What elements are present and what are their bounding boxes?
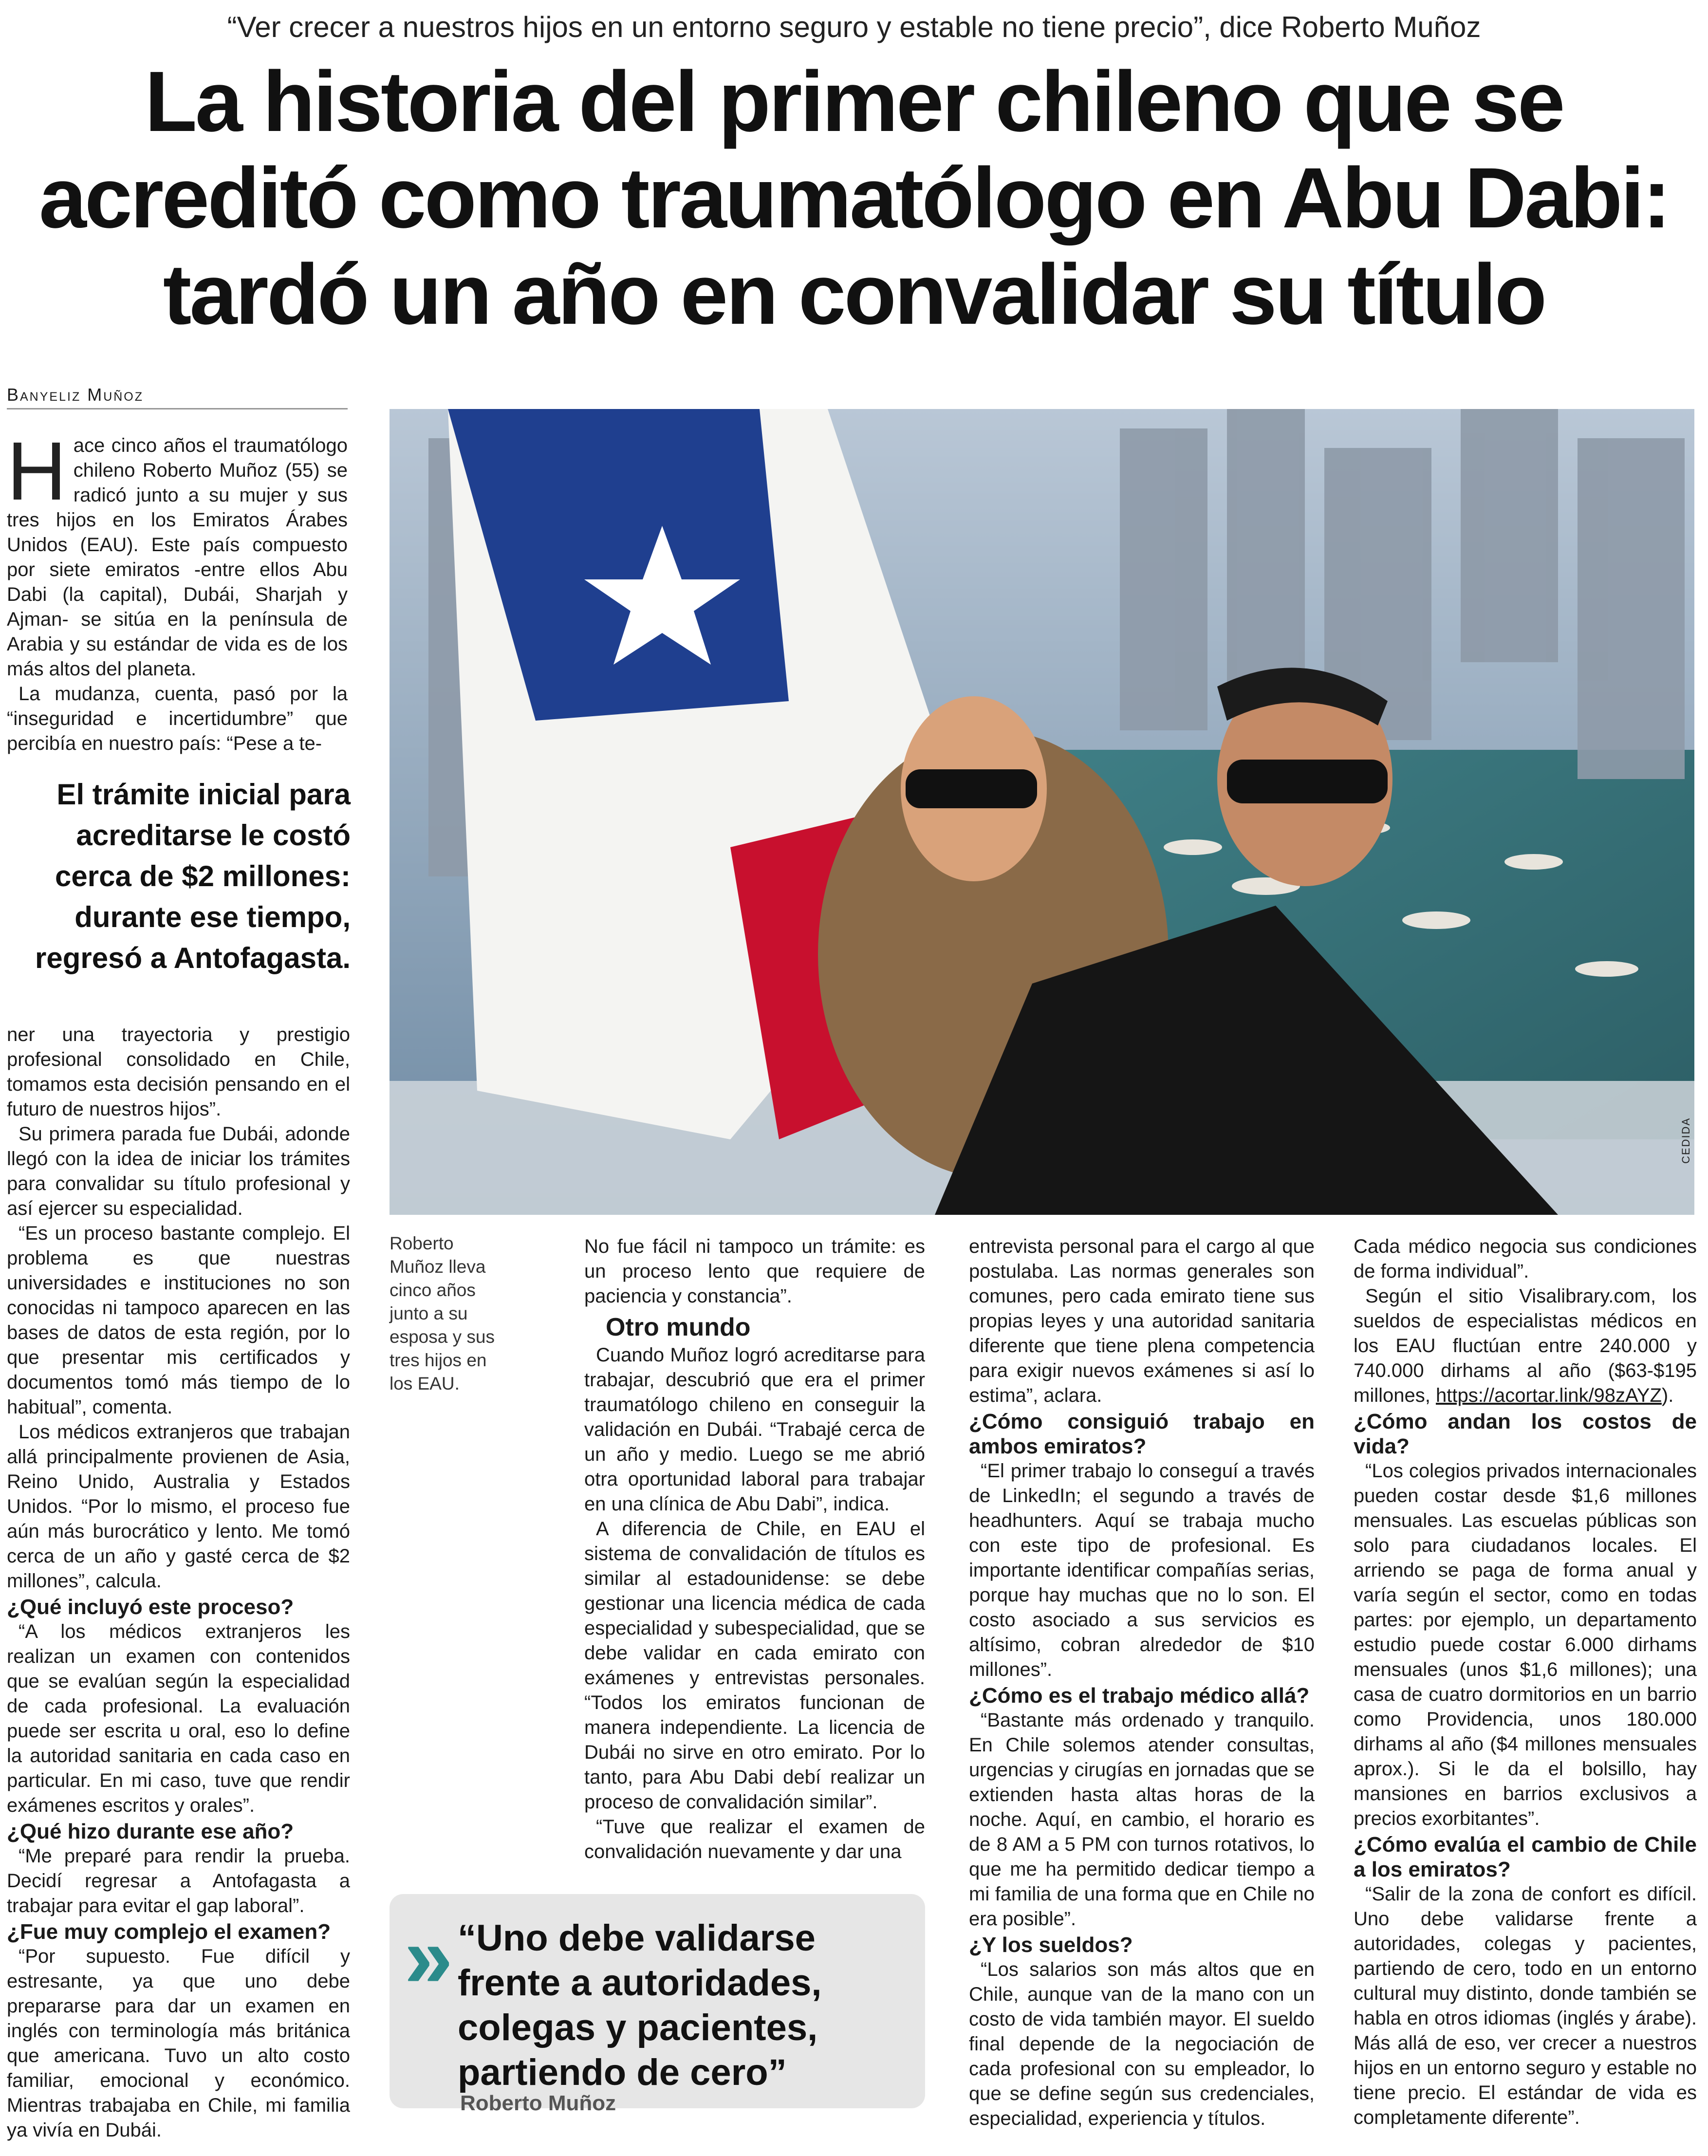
paragraph: “Bastante más ordenado y tranquilo. En Chile solemos atender consultas, urgencias y cirugías en jornadas que se extienden hasta altas horas de la noche. Aquí, en cambio, el horario es de 8 AM a 5 PM con turnos rotativos, lo que me ha permitido dedicar tiempo a mi familia de una forma que en Chile no era posible”. bbox=[969, 1710, 1315, 1930]
question-heading: ¿Fue muy complejo el examen? bbox=[7, 1920, 331, 1944]
lead-paragraph: ace cinco años el traumatólogo chileno Roberto Muñoz (55) se radicó junto a su mujer y sus tres hijos en los Emiratos Árabes Unidos (EAU). Este país compuesto por siete emiratos -entre ellos Abu Dabi (la capital), Dubái, Sharjah y Ajman- se sitúa en la península de Arabia y su estándar de vida es de los más altos del planeta. bbox=[7, 435, 348, 680]
paragraph: “El primer trabajo lo conseguí a través de LinkedIn; el segundo a través de headhunters. Aquí se trabaja mucho con este tipo de profesional. Es importante identificar compañías serias, porque hay muchas que no lo son. El costo asociado a sus servicios es altísimo, cobran alrededor de $10 millones”. bbox=[969, 1460, 1315, 1680]
paragraph: Cada médico negocia sus condiciones de forma individual”. bbox=[1354, 1236, 1697, 1282]
kicker: “Ver crecer a nuestros hijos en un entorno seguro y estable no tiene precio”, dice Roberto Muñoz bbox=[227, 11, 1481, 43]
paragraph: “Tuve que realizar el examen de convalidación nuevamente y dar una bbox=[584, 1816, 925, 1862]
lead-column bbox=[7, 425, 348, 756]
quote-text: “Uno debe validarse frente a autoridades, colegas y pacientes, partiendo de cero” bbox=[458, 1917, 822, 2093]
column-1 bbox=[7, 1022, 350, 2143]
photo-illustration bbox=[390, 409, 1694, 1215]
column-3 bbox=[969, 1234, 1315, 2131]
drop-cap: H bbox=[7, 425, 67, 518]
paragraph: No fue fácil ni tampoco un trámite: es un proceso lento que requiere de paciencia y constancia”. bbox=[584, 1236, 925, 1307]
question-heading: ¿Cómo es el trabajo médico allá? bbox=[969, 1684, 1310, 1708]
question-heading: ¿Qué incluyó este proceso? bbox=[7, 1595, 294, 1619]
paragraph: A diferencia de Chile, en EAU el sistema de convalidación de títulos es similar al estadounidense: se debe gestionar una licencia médica de cada especialidad y subespecialidad, que se debe validar en cada emirato con exámenes y entrevistas personales. “Todos los emiratos funcionan de manera independiente. La licencia de Dubái no sirve en otro emirato. Por lo tanto, para Abu Dabi debí realizar un proceso de convalidación similar”. bbox=[584, 1518, 925, 1813]
photo-credit: CEDIDA bbox=[1680, 1117, 1692, 1164]
question-heading: ¿Cómo consiguió trabajo en ambos emiratos? bbox=[969, 1410, 1315, 1458]
paragraph: Su primera parada fue Dubái, adonde llegó con la idea de iniciar los trámites para convalidar su título profesional y así ejercer su especialidad. bbox=[7, 1123, 350, 1219]
side-pullquote: El trámite inicial para acreditarse le costó cerca de $2 millones: durante ese tiempo, regresó a Antofagasta. bbox=[35, 778, 351, 974]
byline: Banyeliz Muñoz bbox=[7, 385, 348, 409]
paragraph: Los médicos extranjeros que trabajan allá principalmente provienen de Asia, Reino Unido, Australia y Estados Unidos. “Por lo mismo, el proceso fue aún más burocrático y lento. Me tomó cerca de un año y gasté cerca de $2 millones”, calcula. bbox=[7, 1421, 350, 1592]
section-subhead: Otro mundo bbox=[606, 1313, 751, 1341]
photo-caption: Roberto Muñoz lleva cinco años junto a su esposa y sus tres hijos en los EAU. bbox=[390, 1233, 495, 1394]
paragraph: “A los médicos extranjeros les realizan un examen con contenidos que se evalúan según la especialidad de cada profesional. La evaluación puede ser escrita u oral, eso lo define la autoridad sanitaria en cada caso en particular. En mi caso, tuve que rendir exámenes escritos y orales”. bbox=[7, 1621, 350, 1816]
quote-author: Roberto Muñoz bbox=[460, 2091, 616, 2115]
photo bbox=[390, 409, 1694, 1215]
lead-paragraph-2: La mudanza, cuenta, pasó por la “inseguridad e incertidumbre” que percibía en nuestro país: “Pese a te- bbox=[7, 683, 348, 754]
paragraph: Cuando Muñoz logró acreditarse para trabajar, descubrió que era el primer traumatólogo chileno en conseguir la validación en Dubái. “Trabajé cerca de un año y medio. Luego se me abrió otra oportunidad laboral para trabajar en una clínica de Abu Dabi”, indica. bbox=[584, 1344, 925, 1515]
paragraph: “Los salarios son más altos que en Chile, aunque van de la mano con un costo de vida también mayor. El sueldo final depende de la negociación de cada profesional con su empleador, lo que se define según sus credenciales, especialidad, experiencia y títulos. bbox=[969, 1959, 1315, 2129]
column-4 bbox=[1354, 1234, 1697, 2130]
question-heading: ¿Cómo evalúa el cambio de Chile a los emiratos? bbox=[1354, 1833, 1697, 1881]
paragraph: ner una trayectoria y prestigio profesional consolidado en Chile, tomamos esta decisión pensando en el futuro de nuestros hijos”. bbox=[7, 1024, 350, 1120]
paragraph: “Los colegios privados internacionales pueden costar desde $1,6 millones mensuales. Las escuelas públicas son solo para ciudadanos locales. El arriendo se paga de forma anual y varía según el sector, como en todas partes: por ejemplo, un departamento estudio puede costar 6.000 dirhams mensuales (unos $1,6 millones); una casa de cuatro dormitorios en un barrio como Providencia, unos 180.000 dirhams al año ($4 millones mensuales aprox.). Si le da el bolsillo, hay mansiones en barrios exclusivos a precios exorbitantes”. bbox=[1354, 1460, 1697, 1829]
question-heading: ¿Cómo andan los costos de vida? bbox=[1354, 1410, 1697, 1458]
paragraph: “Es un proceso bastante complejo. El problema es que nuestras universidades e instituciones no son conocidas ni tampoco aparecen en las bases de datos de esta región, por lo que presentar mis certificados y documentos tomó más tiempo de lo habitual”, comenta. bbox=[7, 1223, 350, 1418]
column-2 bbox=[584, 1234, 925, 1864]
question-heading: ¿Y los sueldos? bbox=[969, 1933, 1133, 1957]
paragraph: “Me preparé para rendir la prueba. Decidí regresar a Antofagasta a trabajar para evitar el gap laboral”. bbox=[7, 1845, 350, 1916]
paragraph: “Salir de la zona de confort es difícil. Uno debe validarse frente a autoridades, colegas y pacientes, partiendo de cero, todo en un entorno cultural muy distinto, donde también se habla en otros idiomas (inglés y árabe). Más allá de eso, ver crecer a nuestros hijos en un entorno seguro y estable no tiene precio. El estándar de vida es completamente diferente”. bbox=[1354, 1883, 1697, 2128]
source-link[interactable]: https://acortar.link/98zAYZ bbox=[1435, 1385, 1662, 1406]
quote-arrow-icon: » bbox=[404, 1908, 453, 2006]
paragraph: “Por supuesto. Fue difícil y estresante, ya que uno debe prepararse para dar un examen en inglés con terminología más británica que americana. Tuvo un alto costo familiar, emocional y económico. Mientras trabajaba en Chile, mi familia ya vivía en Dubái. bbox=[7, 1946, 350, 2141]
paragraph: entrevista personal para el cargo al que postulaba. Las normas generales son comunes, pero cada emirato tiene sus propias leyes y una autoridad sanitaria diferente que tiene plena competencia para exigir nuevos exámenes si así lo estima”, aclara. bbox=[969, 1236, 1315, 1406]
headline: La historia del primer chileno que se acreditó como traumatólogo en Abu Dabi: tardó un año en convalidar su título bbox=[39, 54, 1669, 342]
question-heading: ¿Qué hizo durante ese año? bbox=[7, 1820, 294, 1843]
paragraph: Según el sitio Visalibrary.com, los sueldos de especialistas médicos en los EAU fluctúan entre 240.000 y 740.000 dirhams al año ($63-$195 millones, https://acortar.link/98zAYZ). bbox=[1354, 1285, 1697, 1406]
